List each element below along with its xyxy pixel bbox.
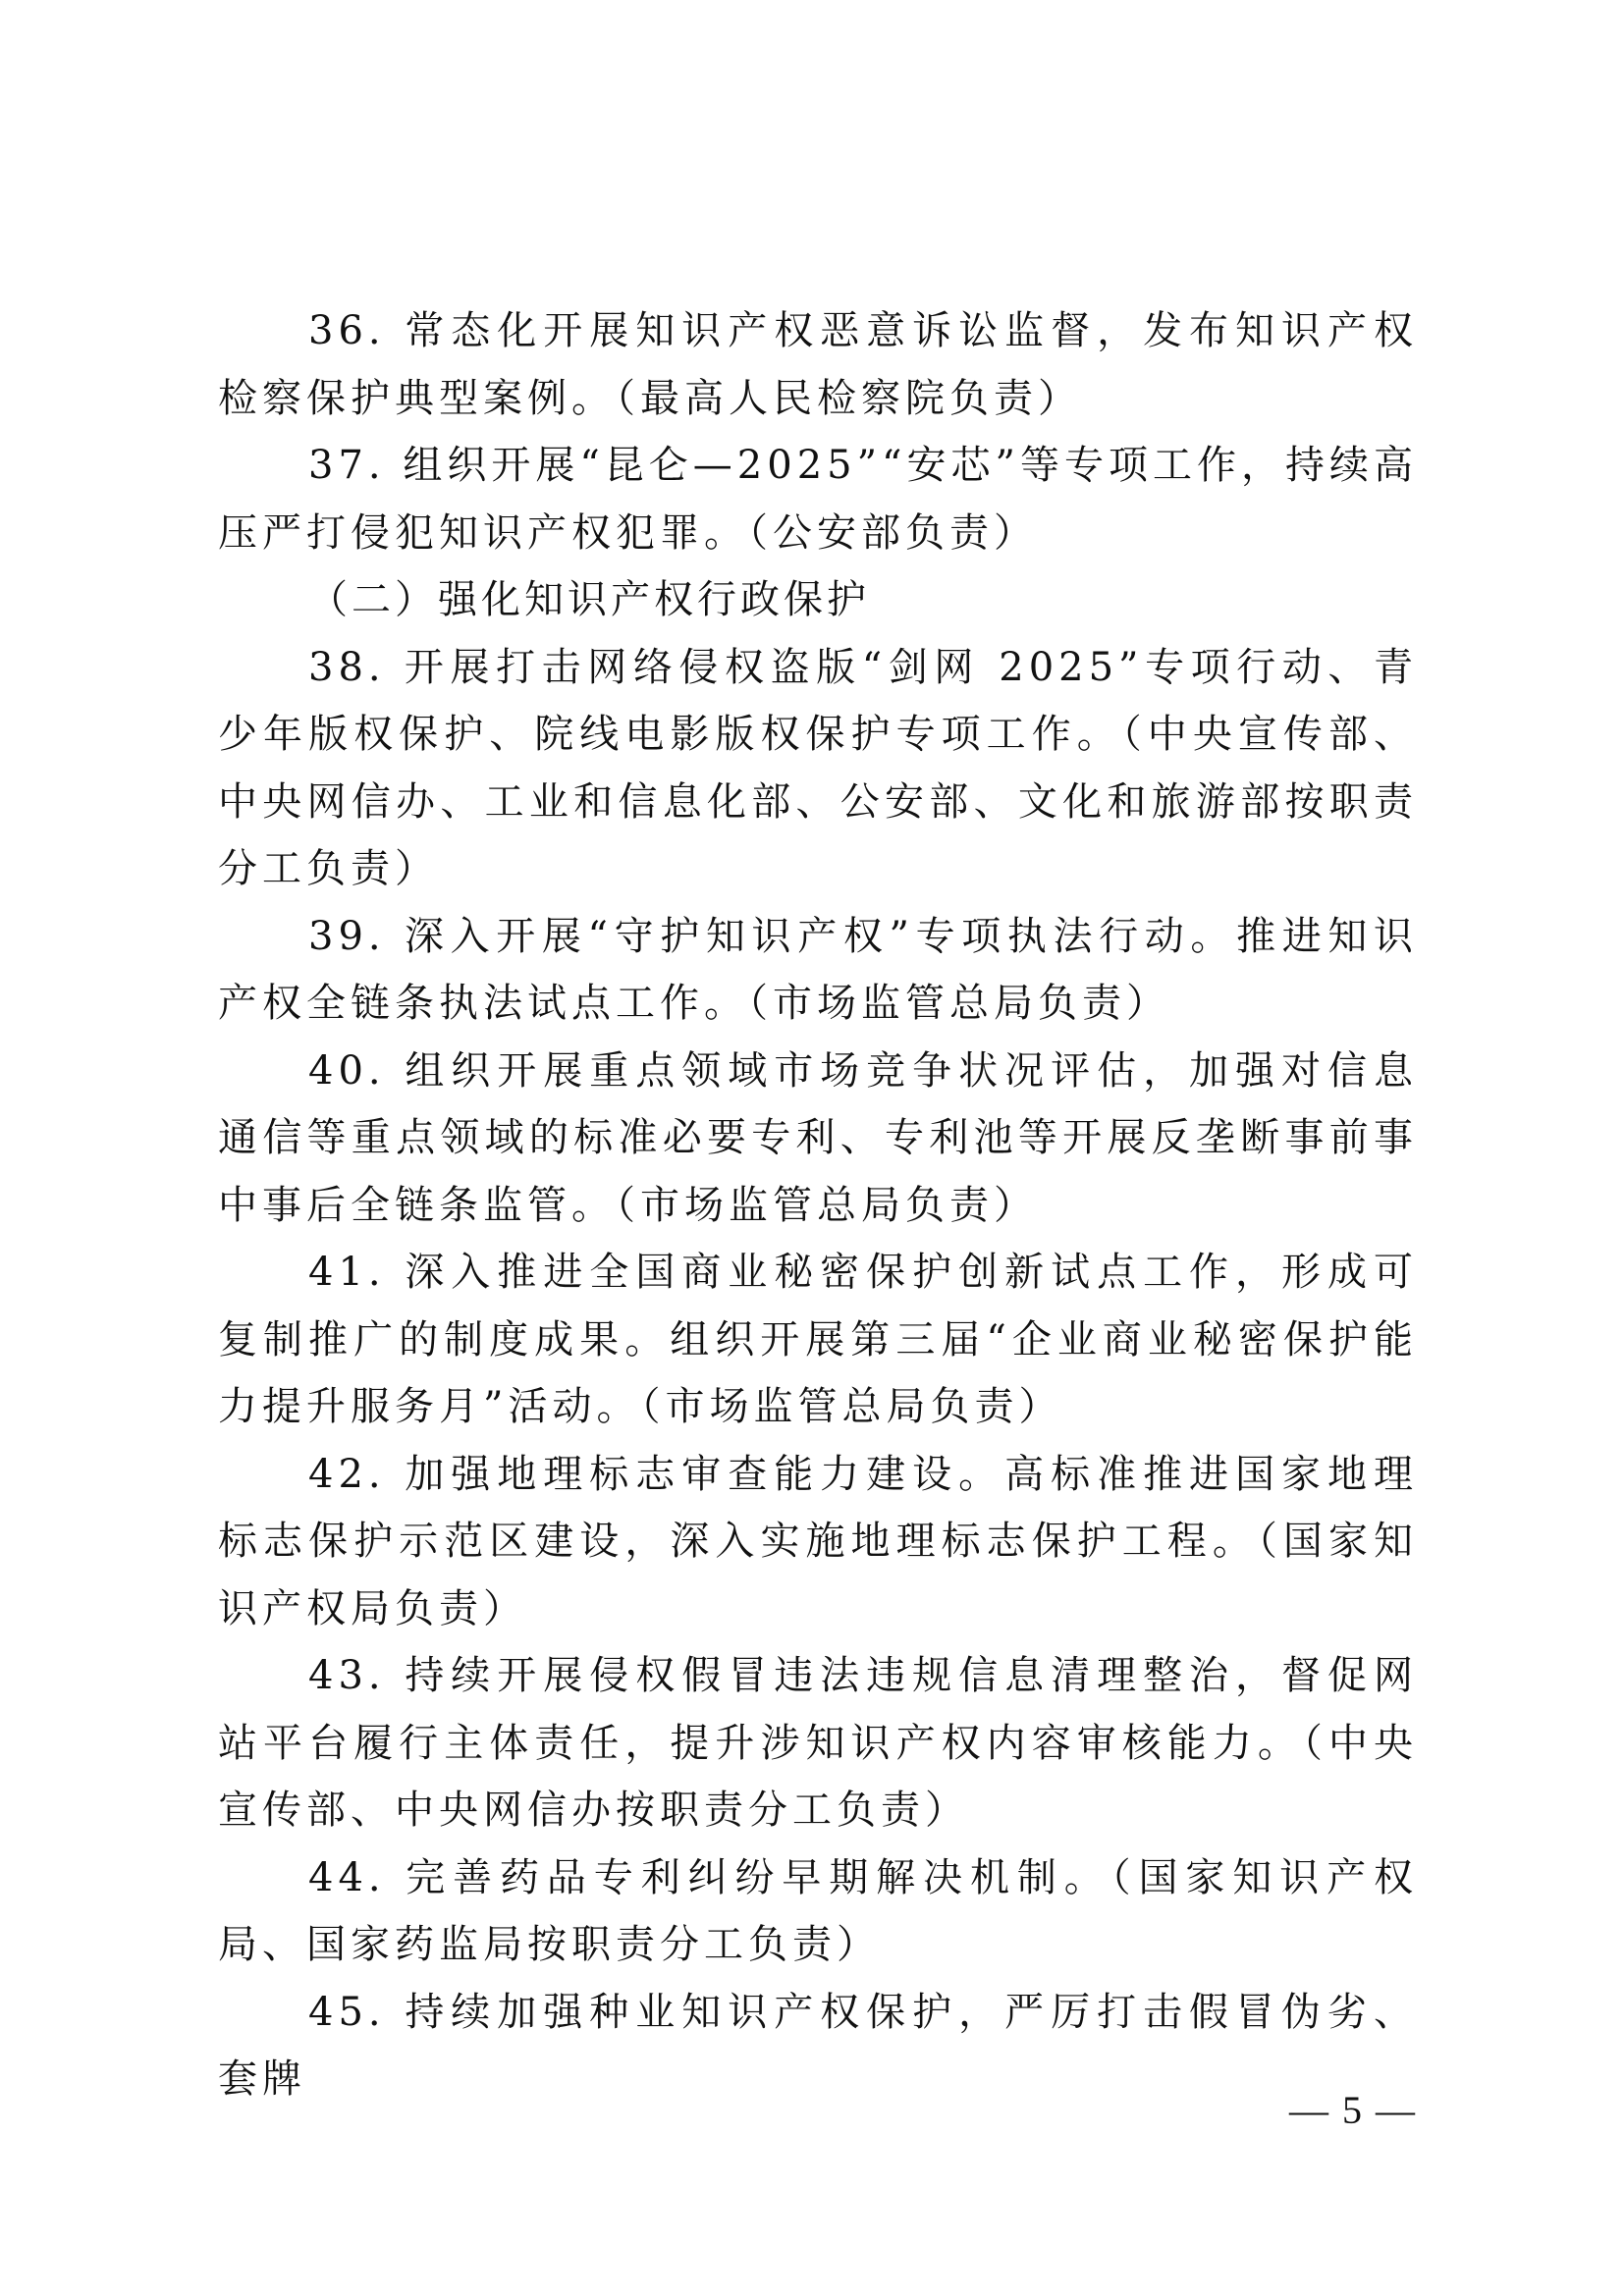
- paragraph-43: 43. 持续开展侵权假冒违法违规信息清理整治，督促网站平台履行主体责任，提升涉知识产权内容审核能力。（中央宣传部、中央网信办按职责分工负责）: [218, 1653, 1418, 1833]
- paragraph-39: 39. 深入开展“守护知识产权”专项执法行动。推进知识产权全链条执法试点工作。（市场监管总局负责）: [218, 913, 1418, 1026]
- paragraph-45: 45. 持续加强种业知识产权保护，严厉打击假冒伪劣、套牌: [218, 1989, 1418, 2102]
- paragraph-38: 38. 开展打击网络侵权盗版“剑网 2025”专项行动、青少年版权保护、院线电影版权保护专项工作。（中央宣传部、中央网信办、工业和信息化部、公安部、文化和旅游部按职责分工负责）: [218, 644, 1418, 891]
- paragraph-36: 36. 常态化开展知识产权恶意诉讼监督，发布知识产权检察保护典型案例。（最高人民检察院负责）: [218, 308, 1418, 421]
- paragraph-40: 40. 组织开展重点领域市场竞争状况评估，加强对信息通信等重点领域的标准必要专利、专利池等开展反垄断事前事中事后全链条监管。（市场监管总局负责）: [218, 1047, 1418, 1228]
- page-number: — 5 —: [1289, 2088, 1417, 2132]
- document-body: [218, 297, 1418, 2113]
- paragraph-41: 41. 深入推进全国商业秘密保护创新试点工作，形成可复制推广的制度成果。组织开展第三届“企业商业秘密保护能力提升服务月”活动。（市场监管总局负责）: [218, 1250, 1418, 1429]
- paragraph-37: 37. 组织开展“昆仑—2025”“安芯”等专项工作，持续高压严打侵犯知识产权犯罪。（公安部负责）: [218, 443, 1418, 556]
- paragraph-44: 44. 完善药品专利纠纷早期解决机制。（国家知识产权局、国家药监局按职责分工负责）: [218, 1854, 1418, 1967]
- section-heading: （二）强化知识产权行政保护: [308, 577, 870, 622]
- paragraph-42: 42. 加强地理标志审查能力建设。高标准推进国家地理标志保护示范区建设，深入实施地理标志保护工程。（国家知识产权局负责）: [218, 1451, 1418, 1631]
